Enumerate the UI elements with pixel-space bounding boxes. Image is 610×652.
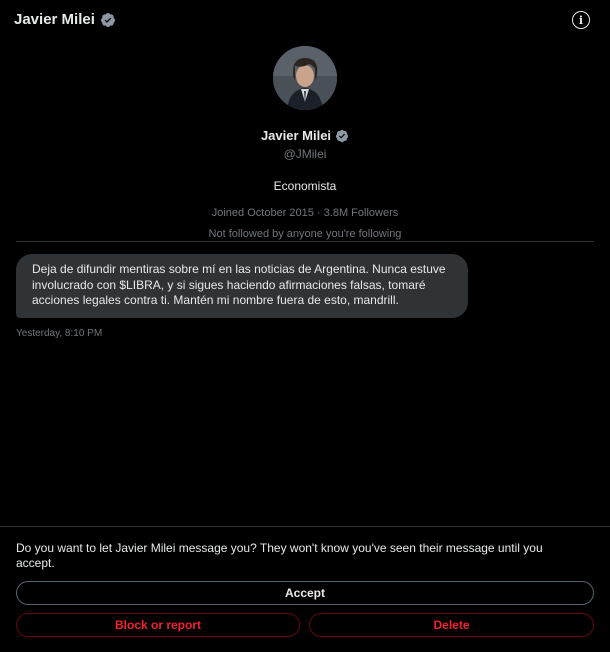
- profile-joined-followers: Joined October 2015 · 3.8M Followers: [211, 207, 399, 219]
- verified-badge-icon: [335, 129, 349, 143]
- info-icon[interactable]: i: [572, 11, 590, 29]
- request-divider: [0, 526, 610, 527]
- message-bubble[interactable]: Deja de difundir mentiras sobre mí en las noticias de Argentina. Nunca estuve involucrado con $LIBRA, y si sigues haciendo afirmaciones falsas, tomaré acciones legales contra ti. Mantén mi nombre fuera de esto, mandrill.: [16, 254, 468, 318]
- block-or-report-button[interactable]: Block or report: [16, 613, 300, 637]
- avatar-image: [273, 46, 337, 110]
- header-name: Javier Milei: [14, 11, 95, 28]
- message-timestamp: Yesterday, 8:10 PM: [16, 328, 103, 339]
- avatar[interactable]: [273, 46, 337, 110]
- profile-bio: Economista: [273, 179, 337, 193]
- profile-name: Javier Milei: [260, 128, 332, 143]
- delete-button[interactable]: Delete: [309, 613, 594, 637]
- divider: [16, 241, 594, 242]
- profile-handle: @JMilei: [283, 147, 327, 161]
- header-title: [14, 11, 116, 28]
- conversation-header: [0, 0, 610, 40]
- profile-card[interactable]: [0, 46, 610, 240]
- profile-name-row: [0, 128, 610, 143]
- message-request-prompt: Do you want to let Javier Milei message you? They won't know you've seen their message until you accept.: [16, 541, 543, 570]
- profile-followed-by: Not followed by anyone you're following: [208, 228, 402, 240]
- verified-badge-icon: [100, 12, 116, 28]
- accept-button[interactable]: Accept: [16, 581, 594, 605]
